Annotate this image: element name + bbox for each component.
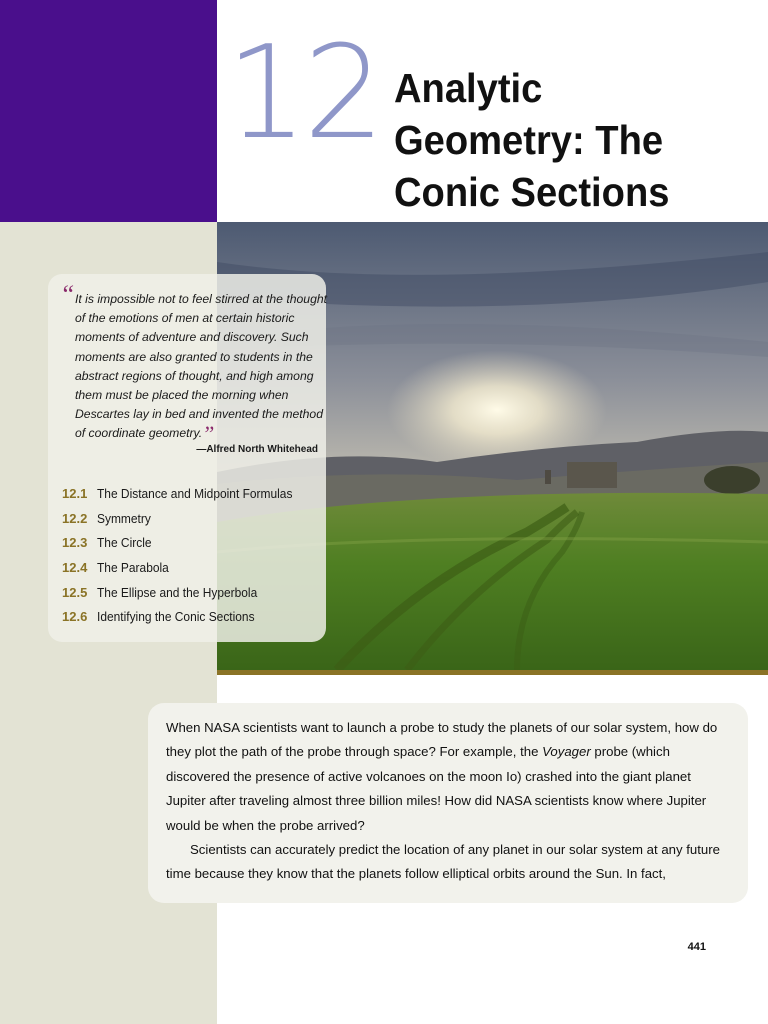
section-number: 12.6 bbox=[62, 609, 88, 625]
section-number: 12.1 bbox=[62, 486, 88, 501]
quote-open-mark: “ bbox=[60, 280, 75, 309]
chapter-title bbox=[394, 62, 729, 218]
section-title: The Circle bbox=[97, 535, 152, 551]
chapter-number: 12 bbox=[226, 19, 381, 168]
chapter-title-line: Conic Sections bbox=[394, 169, 670, 215]
page-number: 441 bbox=[687, 941, 706, 953]
intro-paragraph bbox=[166, 716, 726, 838]
section-title: The Ellipse and the Hyperbola bbox=[97, 584, 258, 600]
section-title: Symmetry bbox=[97, 510, 151, 526]
section-item[interactable] bbox=[62, 556, 324, 581]
epigraph-text: It is impossible not to feel stirred at the thought of the emotions of men at certain historic moments of adventure and discovery. Such moments are also granted to students in the abstract regions of thought, and high among them must be placed the morning when Descartes lay in bed and invented the method of coordinate geometry. bbox=[75, 292, 328, 441]
section-number: 12.5 bbox=[62, 584, 88, 600]
section-number: 12.2 bbox=[62, 510, 88, 526]
section-item[interactable] bbox=[62, 605, 324, 630]
section-item[interactable] bbox=[62, 531, 324, 556]
chapter-title-line: Geometry: The bbox=[394, 117, 664, 163]
section-number: 12.4 bbox=[62, 560, 88, 576]
intro-text-run: When NASA scientists want to launch a probe to study the planets of our solar system, how do they plot the path of the probe through space? For example, the bbox=[166, 720, 718, 760]
probe-name: Voyager bbox=[542, 744, 591, 760]
section-title: The Distance and Midpoint Formulas bbox=[97, 486, 293, 501]
section-item[interactable] bbox=[62, 482, 324, 507]
epigraph-quote bbox=[75, 290, 328, 447]
epigraph-author: —Alfred North Whitehead bbox=[196, 444, 318, 455]
intro-paragraph: Scientists can accurately predict the location of any planet in our solar system at any future time because they know that the planets follow elliptical orbits around the Sun. In fact, bbox=[166, 842, 720, 882]
quote-close-mark: ” bbox=[202, 421, 215, 447]
intro-text bbox=[166, 716, 726, 887]
intro-text-run: probe (which discovered the presence of active volcanoes on the moon Io) crashed into the giant planet Jupiter after traveling almost three billion miles! How did NASA scientists know where Jupiter would be when the probe arrived? bbox=[166, 744, 707, 833]
section-title: Identifying the Conic Sections bbox=[97, 609, 255, 625]
section-item[interactable] bbox=[62, 507, 324, 532]
chapter-color-block bbox=[0, 0, 217, 222]
section-number: 12.3 bbox=[62, 535, 88, 551]
chapter-title-line: Analytic bbox=[394, 65, 543, 111]
photo-rule bbox=[217, 670, 768, 675]
section-title: The Parabola bbox=[97, 560, 169, 576]
section-list bbox=[62, 482, 324, 630]
section-item[interactable] bbox=[62, 581, 324, 606]
